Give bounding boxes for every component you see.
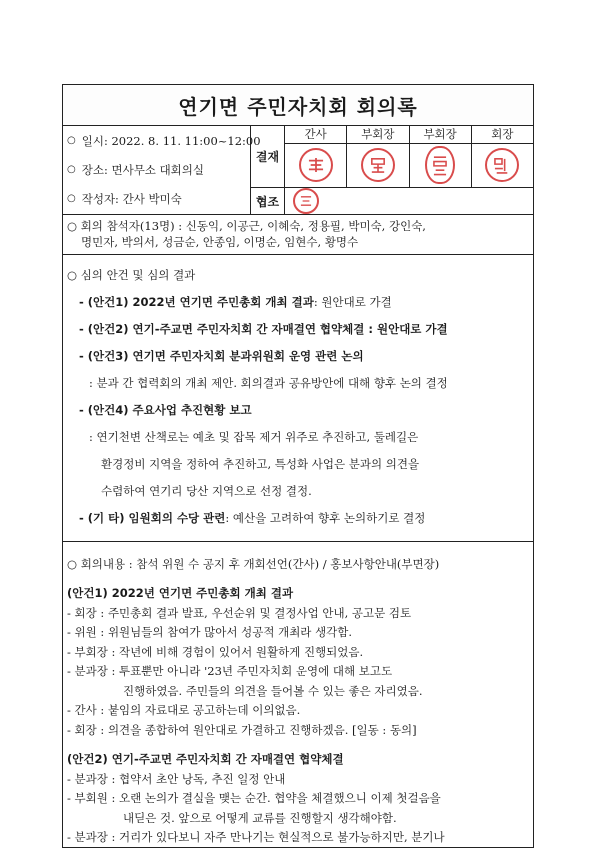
role-secretary: 간사: [285, 126, 347, 143]
title-row: [63, 85, 533, 126]
role-vice-chair-1: 부회장: [347, 126, 409, 143]
role-chair: 회장: [491, 127, 514, 142]
seal-cell-vice-chair-2: [410, 144, 472, 187]
meta-place: [63, 155, 250, 184]
author-text: 작성자: 간사 박미숙: [81, 191, 182, 206]
minutes-page: [62, 84, 534, 848]
minutes-line: - 분과장 : 거리가 있다보니 자주 만나기는 현실적으로 불가능하지만, 분기나: [67, 830, 445, 845]
agenda-item-4: [67, 396, 529, 423]
seal-cell-chair: [472, 144, 533, 187]
agenda-item-4-detail-1: : 연기천변 산책로는 예초 및 잡목 제거 위주로 추진하고, 둘레길은: [89, 429, 419, 444]
seal-stamp-icon: [361, 148, 395, 182]
agenda-item-1: [67, 288, 529, 315]
minutes-line: - 회장 : 의견을 종합하여 원안대로 가결하고 진행하겠음. [일동 : 동의]: [67, 722, 417, 737]
minutes-frame: [62, 84, 534, 848]
seal-stamp-icon: [299, 148, 333, 182]
agenda-item-4-label: - (안건4) 주요사업 추진현황 보고: [79, 402, 252, 417]
agenda-item-1-result: : 원안대로 가결: [313, 294, 392, 309]
coop-label: 협조: [255, 194, 280, 209]
place-text: 장소: 면사무소 대회의실: [81, 162, 205, 177]
meta-datetime: [63, 126, 261, 155]
document-title: 연기면 주민자치회 회의록: [178, 94, 418, 119]
coop-row: [285, 188, 533, 214]
minutes-section-1-title: (안건1) 2022년 연기면 주민총회 개최 결과: [67, 586, 294, 601]
agenda-item-3-detail: : 분과 간 협력회의 개최 제안. 회의결과 공유방안에 대해 향후 논의 결정: [89, 375, 448, 390]
agenda-item-5: [67, 504, 529, 531]
agenda-item-2-label: - (안건2) 연기-주교면 주민자치회 간 자매결연 협약체결 : 원안대로 가결: [79, 321, 448, 336]
agenda-item-2: [67, 315, 529, 342]
attendees-line-2: 명민자, 박의서, 성금순, 안종임, 이명순, 임현수, 황명수: [81, 235, 359, 249]
meta-info: [63, 126, 261, 214]
minutes-section-2-title: (안건2) 연기-주교면 주민자치회 간 자매결연 협약체결: [67, 752, 344, 767]
approval-roles: [285, 126, 533, 144]
minutes-line: - 부회장 : 작년에 비해 경험이 있어서 원활하게 진행되었음.: [67, 644, 364, 659]
minutes-line: - 부회원 : 오랜 논의가 결실을 맺는 순간. 협약을 체결했으니 이제 첫걸음을: [67, 791, 441, 806]
agenda-item-4-detail-3: 수렴하여 연기리 당산 지역으로 선정 결정.: [101, 483, 312, 498]
seal-cell-vice-chair-1: [347, 144, 409, 187]
bullet-icon: ○: [67, 164, 76, 175]
minutes-section: [63, 542, 533, 847]
agenda-item-5-label: - (기 타) 임원회의 수당 관련: [79, 510, 226, 525]
agenda-heading: ○ 심의 안건 및 심의 결과: [67, 267, 196, 282]
agenda-item-1-label: - (안건1) 2022년 연기면 주민총회 개최 결과: [79, 294, 314, 309]
approval-seals: [285, 144, 533, 188]
coop-seal-stamp-icon: [293, 188, 319, 214]
attendees-line-1: ○ 회의 참석자(13명) : 신동익, 이공근, 이혜숙, 정용필, 박미숙, 강인숙,: [67, 219, 426, 233]
agenda-item-3: [67, 342, 529, 369]
bullet-icon: ○: [67, 193, 76, 204]
meta-author: [63, 184, 250, 213]
agenda-item-5-result: : 예산을 고려하여 향후 논의하기로 결정: [225, 510, 426, 525]
seal-stamp-icon: [485, 148, 519, 182]
role-vice-chair-2: 부회장: [410, 126, 472, 143]
approval-grid: [285, 126, 533, 214]
agenda-item-3-label: - (안건3) 연기면 주민자치회 분과위원회 운영 관련 논의: [79, 348, 364, 363]
minutes-line: - 분과장 : 협약서 초안 낭독, 추진 일정 안내: [67, 771, 286, 786]
meta-section: [63, 126, 533, 215]
minutes-line: - 회장 : 주민총회 결과 발표, 우선순위 및 결정사업 안내, 공고문 검토: [67, 605, 412, 620]
minutes-intro: ○ 회의내용 : 참석 위원 수 공지 후 개회선언(간사) / 홍보사항안내(부면장): [67, 556, 440, 571]
minutes-line: - 위원 : 위원님들의 참여가 많아서 성공적 개최라 생각함.: [67, 625, 353, 640]
minutes-line: 진행하였음. 주민들의 의견을 들어볼 수 있는 좋은 자리였음.: [123, 683, 423, 698]
agenda-item-4-detail-2: 환경정비 지역을 정하여 추진하고, 특성화 사업은 분과의 의견을: [101, 456, 420, 471]
seal-cell-secretary: [285, 144, 347, 187]
minutes-line: 내딛은 것. 앞으로 어떻게 교류를 진행할지 생각해야함.: [123, 810, 397, 825]
attendees-section: [63, 215, 533, 255]
bullet-icon: ○: [67, 135, 76, 146]
seal-stamp-icon: [425, 146, 455, 184]
approval-labels: [251, 126, 285, 214]
datetime-text: 일시: 2022. 8. 11. 11:00~12:00: [81, 133, 261, 148]
approval-label: 결재: [251, 126, 284, 188]
minutes-line: - 간사 : 붙임의 자료대로 공고하는데 이의없음.: [67, 703, 301, 718]
agenda-section: [63, 255, 533, 542]
minutes-line: - 분과장 : 투표뿐만 아니라 '23년 주민자치회 운영에 대해 보고도: [67, 664, 393, 679]
